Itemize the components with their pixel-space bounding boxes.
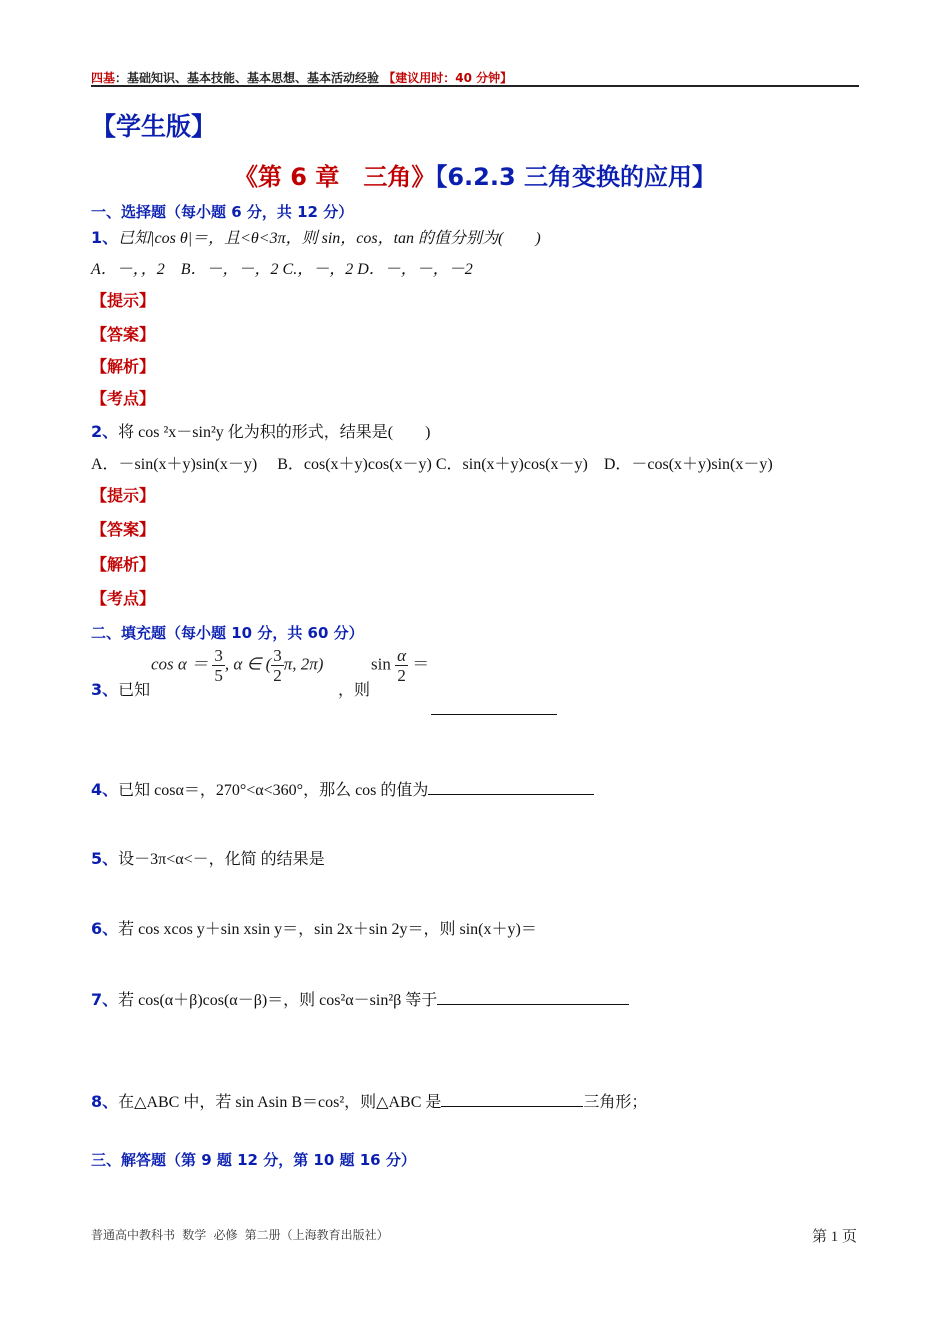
question-5 xyxy=(91,846,325,869)
question-number: 6、 xyxy=(91,919,119,938)
tag-analysis: 【解析】 xyxy=(91,357,156,376)
frac-num: 3 xyxy=(214,646,223,665)
tag-hint: 【提示】 xyxy=(91,291,156,310)
frac-num: α xyxy=(397,646,407,665)
question-8 xyxy=(91,1089,647,1112)
frac-den: 2 xyxy=(397,666,406,685)
tag-analysis: 【解析】 xyxy=(91,555,156,574)
question-3-formula xyxy=(151,646,323,685)
answer-blank[interactable] xyxy=(431,700,557,715)
footer-book-info: 普通高中教科书 数学 必修 第二册（上海教育出版社） xyxy=(91,1228,389,1242)
question-text: 已知|cos θ|＝，且<θ<3π，则 sin，cos，tan 的值分别为( ) xyxy=(118,230,541,247)
version-label: 【学生版】 xyxy=(91,112,217,141)
question-3-then: ，则 xyxy=(338,682,371,699)
interval-end: π, 2π) xyxy=(283,654,324,674)
section-heading-fill: 二、填充题（每小题 10 分，共 60 分） xyxy=(91,624,364,642)
fraction-three-halves xyxy=(271,646,284,685)
header-time-note: 【建议用时：40 分钟】 xyxy=(383,71,513,85)
question-7 xyxy=(91,987,629,1010)
question-3-target xyxy=(371,646,429,685)
question-text: 若 cos xcos y＋sin xsin y＝，sin 2x＋sin 2y＝，则 sin(x＋y)＝ xyxy=(118,921,537,938)
question-text: 若 cos(α＋β)cos(α－β)＝，则 cos²α－sin²β 等于 xyxy=(118,992,438,1009)
question-text: 设－3π<α<－，化简 的结果是 xyxy=(118,851,325,868)
question-lead: 已知 xyxy=(118,682,151,699)
question-1 xyxy=(91,225,541,248)
header-desc: ：基础知识、基本技能、基本思想、基本活动经验 xyxy=(115,71,380,85)
question-number: 4、 xyxy=(91,780,119,799)
question-number: 2、 xyxy=(91,422,119,441)
question-text: 将 cos ²x－sin²y 化为积的形式，结果是( ) xyxy=(118,424,431,441)
header-label: 四基 xyxy=(91,71,116,85)
question-tail: 三角形； xyxy=(583,1094,648,1111)
cos-expression: cos α ＝ xyxy=(151,654,209,674)
sin-expression: sin xyxy=(371,654,391,674)
header-rule xyxy=(91,85,859,87)
fraction-alpha-half xyxy=(395,646,408,685)
question-number: 3、 xyxy=(91,680,119,699)
frac-den: 2 xyxy=(273,666,282,685)
question-2-options: A．－sin(x＋y)sin(x－y) B．cos(x＋y)cos(x－y) C．sin(x＋y)cos(x－y) D．－cos(x＋y)sin(x－y) xyxy=(91,456,773,473)
section-heading-choice: 一、选择题（每小题 6 分，共 12 分） xyxy=(91,203,354,221)
frac-den: 5 xyxy=(214,666,223,685)
question-1-options: A．－，，2 B．－，－，2 C.，－，2 D．－，－，－2 xyxy=(91,261,473,278)
tag-answer: 【答案】 xyxy=(91,520,156,539)
chapter-title: 《第 6 章 三角》 xyxy=(233,163,436,191)
interval-start: , α ∈ ( xyxy=(224,654,272,674)
answer-blank[interactable] xyxy=(428,780,594,795)
equals-sign: ＝ xyxy=(412,654,430,674)
question-4 xyxy=(91,777,594,800)
answer-blank[interactable] xyxy=(437,990,629,1005)
page-number: 第 1 页 xyxy=(812,1229,858,1245)
question-3 xyxy=(91,677,150,700)
question-text: 在△ABC 中，若 sin Asin B＝cos²，则△ABC 是 xyxy=(118,1094,442,1111)
question-number: 1、 xyxy=(91,228,119,247)
question-number: 7、 xyxy=(91,990,119,1009)
section-title: 【6.2.3 三角变换的应用】 xyxy=(435,163,717,191)
question-number: 5、 xyxy=(91,849,119,868)
question-2 xyxy=(91,419,430,442)
tag-point: 【考点】 xyxy=(91,389,156,408)
question-number: 8、 xyxy=(91,1092,119,1111)
section-heading-solve: 三、解答题（第 9 题 12 分，第 10 题 16 分） xyxy=(91,1151,416,1169)
question-6 xyxy=(91,916,537,939)
answer-blank[interactable] xyxy=(441,1092,583,1107)
tag-point: 【考点】 xyxy=(91,589,156,608)
page-header xyxy=(91,69,512,86)
frac-num: 3 xyxy=(273,646,282,665)
tag-hint: 【提示】 xyxy=(91,486,156,505)
page-title xyxy=(0,157,950,192)
tag-answer: 【答案】 xyxy=(91,325,156,344)
fraction-three-fifths xyxy=(212,646,225,685)
question-text: 已知 cosα＝，270°<α<360°，那么 cos 的值为 xyxy=(118,782,429,799)
